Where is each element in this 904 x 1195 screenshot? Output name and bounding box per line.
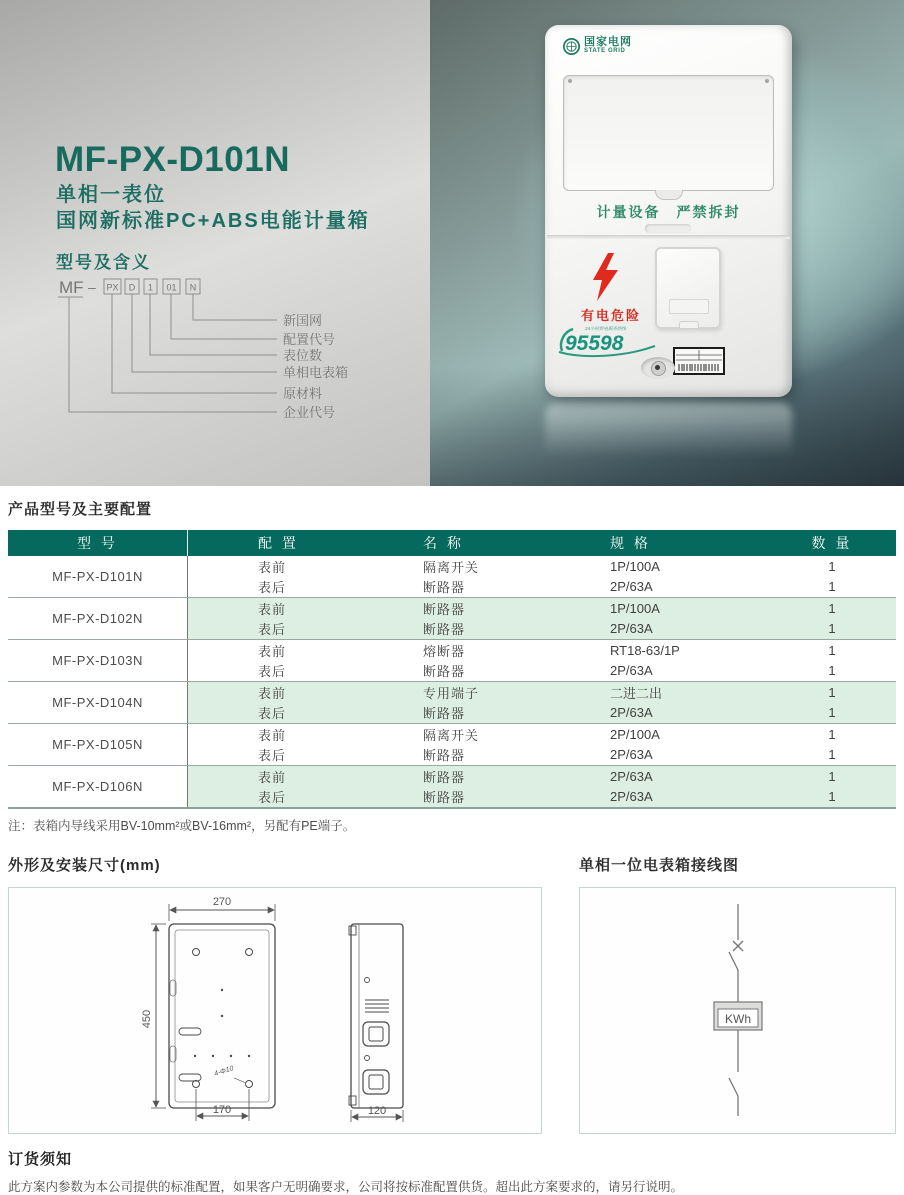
state-grid-logo	[563, 37, 632, 55]
table-cell: 1	[828, 579, 836, 595]
code-label-1: 配置代号	[283, 332, 336, 347]
config-table-header	[8, 530, 896, 556]
table-cell: 断路器	[423, 706, 466, 722]
table-cell: 2P/100A	[610, 726, 660, 742]
dimensions-column	[8, 854, 542, 1134]
table-cell: 隔离开关	[423, 727, 480, 743]
model-prefix: MF	[59, 278, 84, 297]
code-box-4: N	[189, 282, 197, 293]
config-table	[8, 530, 896, 809]
table-cell: 断路器	[423, 622, 466, 638]
table-row	[188, 745, 896, 766]
table-note: 注：表箱内导线采用BV-10mm²或BV-16mm²，另配有PE端子。	[8, 819, 356, 833]
code-box-3: 01	[166, 282, 177, 293]
wiring-diagram	[580, 888, 895, 1128]
model-name-cell: MF-PX-D103N	[8, 640, 188, 681]
table-cell: 2P/63A	[610, 663, 653, 679]
panel-groove	[547, 235, 790, 239]
table-cell: 熔断器	[423, 643, 466, 659]
table-cell: 1	[828, 789, 836, 805]
table-row	[188, 682, 896, 703]
wiring-box	[579, 887, 896, 1134]
model-group-row	[8, 681, 896, 723]
brand-cn: 国家电网	[584, 36, 632, 48]
table-cell: 表后	[258, 622, 287, 638]
table-cell: 2P/63A	[610, 789, 653, 805]
table-row	[188, 661, 896, 682]
model-name-cell: MF-PX-D102N	[8, 598, 188, 639]
table-cell: 1	[828, 642, 836, 658]
table-cell: 1	[828, 621, 836, 637]
config-rows	[188, 598, 896, 639]
model-dash: –	[88, 279, 96, 295]
model-group-row	[8, 556, 896, 597]
meter-box	[545, 25, 792, 397]
model-group-row	[8, 597, 896, 639]
column-header: 数 量	[811, 535, 853, 551]
table-cell: 表后	[258, 706, 287, 722]
wiring-column	[579, 854, 896, 1134]
table-cell: 断路器	[423, 748, 466, 764]
brand-en: STATE GRID	[584, 48, 626, 54]
hotline-number: 95598	[565, 332, 624, 355]
table-row	[188, 619, 896, 640]
product-photo	[430, 0, 904, 486]
dimension-drawing	[9, 888, 541, 1128]
model-name-cell: MF-PX-D106N	[8, 766, 188, 807]
dimensions-box	[8, 887, 542, 1134]
code-label-5: 企业代号	[283, 405, 336, 420]
table-cell: 断路器	[423, 664, 466, 680]
table-cell: 专用端子	[423, 685, 480, 701]
table-row	[188, 577, 896, 598]
config-table-body	[8, 556, 896, 807]
config-rows	[188, 556, 896, 597]
screw-icon	[568, 79, 572, 83]
table-cell: 表前	[258, 559, 287, 575]
state-grid-emblem-icon	[563, 38, 580, 55]
window-latch	[655, 190, 683, 200]
page-subtitle	[56, 182, 370, 234]
meter-label: KWh	[724, 1012, 752, 1026]
table-cell: 表前	[258, 769, 287, 785]
table-cell: 1P/100A	[610, 600, 660, 616]
wiring-heading: 单相一位电表箱接线图	[579, 857, 740, 874]
table-row	[188, 598, 896, 619]
table-row	[188, 766, 896, 787]
table-cell: 表后	[258, 748, 287, 764]
table-row	[188, 724, 896, 745]
table-cell: 1	[828, 684, 836, 700]
lightning-icon	[593, 253, 619, 301]
table-cell: 表前	[258, 727, 287, 743]
meter-window	[563, 75, 774, 191]
table-cell: 2P/63A	[610, 621, 653, 637]
code-box-2: 1	[147, 282, 154, 293]
table-cell: 断路器	[423, 601, 466, 617]
model-group-row	[8, 639, 896, 681]
floor-reflection	[545, 401, 792, 467]
handle-slot	[645, 224, 691, 233]
table-cell: 表前	[258, 685, 287, 701]
code-label-2: 表位数	[283, 348, 323, 363]
config-rows	[188, 682, 896, 723]
table-cell: 2P/63A	[610, 768, 653, 784]
nameplate-label	[673, 347, 725, 375]
config-section-heading: 产品型号及主要配置	[8, 501, 153, 518]
ordering-text: 此方案内参数为本公司提供的标准配置，如果客户无明确要求，公司将按标准配置供货。超出此方案要求的，请另行说明。	[8, 1180, 684, 1194]
screw-icon	[765, 79, 769, 83]
table-cell: 1	[828, 600, 836, 616]
hero-section	[0, 0, 904, 486]
code-box-0: PX	[106, 282, 119, 293]
model-code-diagram	[55, 276, 400, 431]
table-cell: 隔离开关	[423, 559, 480, 575]
config-rows	[188, 640, 896, 681]
hotline-tagline: 24小时供电服务热线	[585, 326, 627, 331]
hotline-logo	[555, 321, 659, 359]
model-name-cell: MF-PX-D105N	[8, 724, 188, 765]
code-label-3: 单相电表箱	[283, 365, 349, 380]
table-cell: 2P/63A	[610, 705, 653, 721]
table-cell: 2P/63A	[610, 579, 653, 595]
state-grid-wordmark	[584, 37, 632, 55]
hole-note: 4-Φ10	[213, 1065, 235, 1078]
table-cell: 表后	[258, 580, 287, 596]
table-row	[188, 640, 896, 661]
page-title: MF-PX-D101N	[55, 140, 290, 179]
subtitle-line1: 单相一表位	[56, 184, 166, 206]
dim-height: 450	[141, 1009, 153, 1029]
dim-depth: 120	[367, 1105, 387, 1117]
table-cell: 表前	[258, 601, 287, 617]
table-cell: 断路器	[423, 580, 466, 596]
lock	[641, 357, 675, 379]
code-box-1: D	[128, 282, 136, 293]
model-group-row	[8, 723, 896, 765]
dim-width: 270	[212, 896, 232, 908]
table-cell: 断路器	[423, 790, 466, 806]
config-rows	[188, 724, 896, 765]
table-cell: 1	[828, 558, 836, 574]
model-meaning-heading: 型号及含义	[56, 253, 151, 272]
table-cell: 1	[828, 768, 836, 784]
table-row	[188, 703, 896, 724]
table-cell: 1	[828, 726, 836, 742]
table-cell: 二进二出	[610, 685, 663, 701]
table-cell: 表后	[258, 664, 287, 680]
terminal-door	[655, 247, 721, 329]
column-header: 配 置	[258, 535, 299, 551]
table-cell: 1P/100A	[610, 558, 660, 574]
model-group-row	[8, 765, 896, 807]
table-cell: 1	[828, 747, 836, 763]
subtitle-line2: 国网新标准PC+ABS电能计量箱	[56, 210, 370, 232]
seal-warning-text: 计量设备 严禁拆封	[596, 204, 741, 220]
table-row	[188, 556, 896, 577]
bottom-section	[8, 854, 896, 1134]
table-cell: 2P/63A	[610, 747, 653, 763]
code-label-0: 新国网	[283, 313, 323, 328]
model-name-cell: MF-PX-D101N	[8, 556, 188, 597]
column-header: 型 号	[8, 530, 188, 556]
column-header: 名 称	[423, 535, 464, 551]
dim-hole-spacing: 170	[212, 1104, 232, 1116]
code-label-4: 原材料	[283, 386, 323, 401]
table-cell: 表后	[258, 790, 287, 806]
table-cell: 表前	[258, 643, 287, 659]
dimensions-heading: 外形及安装尺寸(mm)	[8, 857, 161, 874]
danger-text: 有电危险	[580, 308, 641, 323]
model-name-cell: MF-PX-D104N	[8, 682, 188, 723]
column-header: 规 格	[610, 535, 651, 551]
ordering-heading: 订货须知	[8, 1151, 73, 1168]
table-cell: 断路器	[423, 769, 466, 785]
table-row	[188, 787, 896, 808]
config-rows	[188, 766, 896, 807]
model-intro-panel	[0, 0, 430, 486]
table-cell: RT18-63/1P	[610, 642, 680, 658]
table-cell: 1	[828, 705, 836, 721]
table-cell: 1	[828, 663, 836, 679]
